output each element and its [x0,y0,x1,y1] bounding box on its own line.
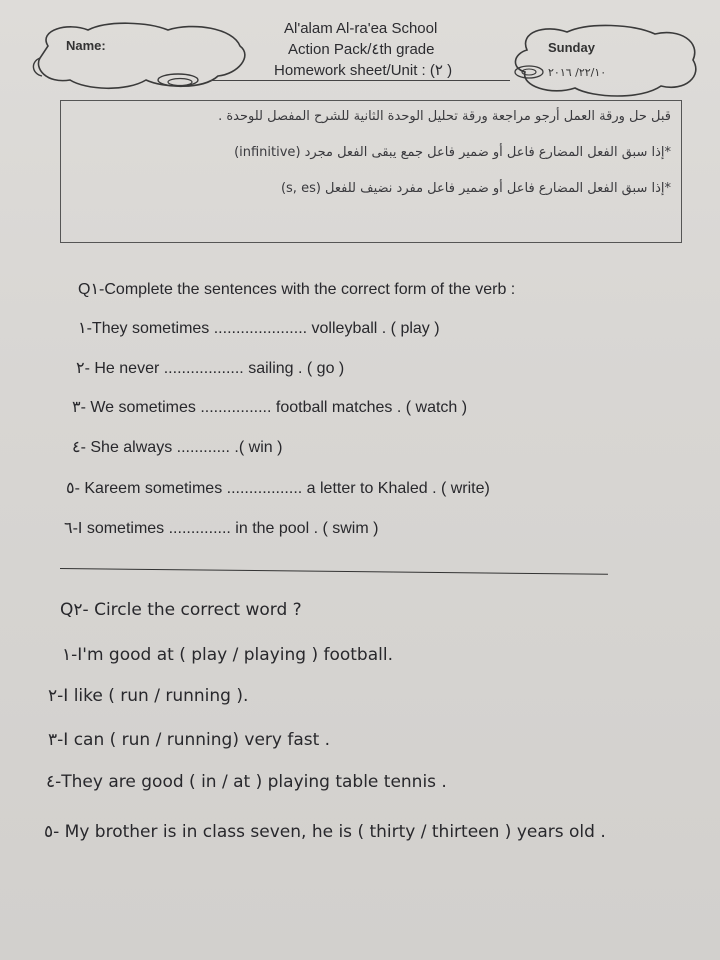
date-label: ٢٢/١٠/ ٢٠١٦ [548,66,607,79]
school-header [270,18,490,81]
instruction-line: *إذا سبق الفعل المضارع فاعل أو ضمير فاعل مفرد نضيف للفعل (s, es) [280,181,671,196]
q1-item: ١-They sometimes ..................... volleyball . ( play ) [78,320,440,337]
name-cloud-shape [28,18,253,98]
section-divider [60,568,608,575]
name-label: Name: [66,38,106,53]
q1-item: ٣- We sometimes ................ football matches . ( watch ) [72,399,468,416]
q2-item: ٤-They are good ( in / at ) playing table tennis . [46,772,447,792]
course-line: Action Pack/٤th grade [288,41,435,58]
header-underline [210,80,510,81]
q1-title: Q١-Complete the sentences with the correct form of the verb : [78,281,516,298]
q2-item: ٥- My brother is in class seven, he is ( thirty / thirteen ) years old . [44,822,606,842]
instruction-line: قبل حل ورقة العمل أرجو مراجعة ورقة تحليل الوحدة الثانية للشرح المفصل للوحدة . [218,109,671,124]
q1-item: ٥- Kareem sometimes ................. a letter to Khaled . ( write) [66,480,490,497]
q2-title: Q٢- Circle the correct word ? [60,600,302,620]
instructions-box [60,100,682,243]
school-name: Al'alam Al-ra'ea School [284,20,438,37]
q2-item: ١-I'm good at ( play / playing ) football. [62,645,393,665]
q2-item: ٢-I like ( run / running ). [48,686,249,706]
instruction-line: *إذا سبق الفعل المضارع فاعل أو ضمير فاعل جمع يبقى الفعل مجرد (infinitive) [234,145,671,160]
q2-item: ٣-I can ( run / running) very fast . [48,730,331,750]
day-label: Sunday [548,40,595,55]
q1-item: ٦-I sometimes .............. in the pool . ( swim ) [64,520,379,537]
q1-item: ٤- She always ............ .( win ) [72,439,283,456]
q1-item: ٢- He never .................. sailing . ( go ) [76,360,345,377]
date-cloud-shape [505,20,705,102]
unit-line: Homework sheet/Unit : (٢ ) [274,62,453,79]
